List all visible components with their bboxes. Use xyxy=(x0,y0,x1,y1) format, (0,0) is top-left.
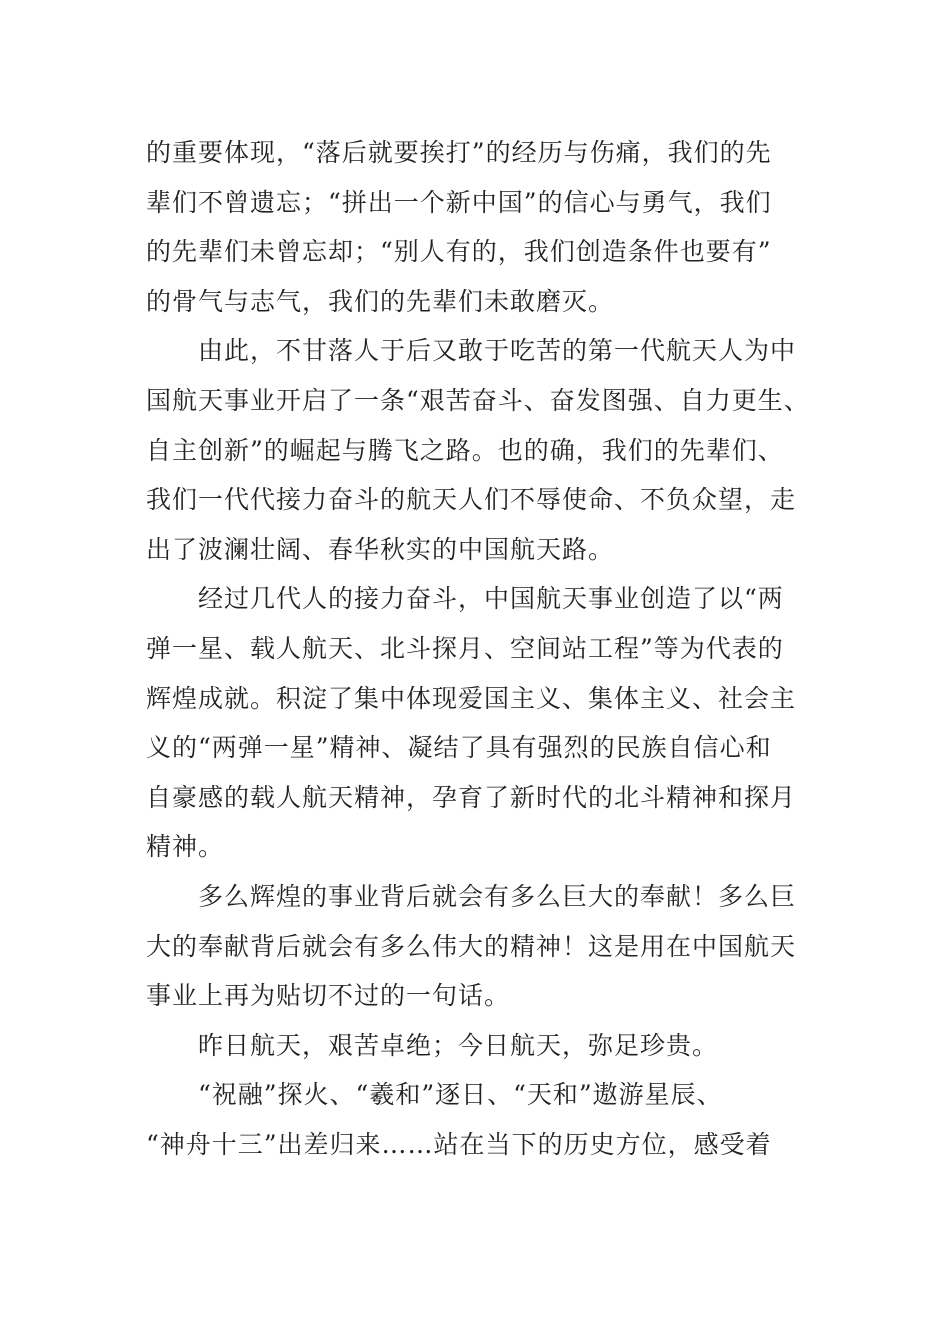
text-line: 我们一代代接力奋斗的航天人们不辱使命、不负众望，走 xyxy=(146,485,797,515)
text-line: 辈们不曾遗忘；“拼出一个新中国”的信心与勇气，我们 xyxy=(146,187,772,217)
paragraph-start-line: 经过几代人的接力奋斗，中国航天事业创造了以“两 xyxy=(198,584,784,614)
text-line: “神舟十三”出差归来……站在当下的历史方位，感受着 xyxy=(146,1129,772,1159)
text-line: 大的奉献背后就会有多么伟大的精神！这是用在中国航天 xyxy=(146,931,797,961)
text-line: 的重要体现，“落后就要挨打”的经历与伤痛，我们的先 xyxy=(146,138,772,167)
text-line: 弹一星、载人航天、北斗探月、空间站工程”等为代表的 xyxy=(146,633,784,663)
paragraph-start-line: 由此，不甘落人于后又敢于吃苦的第一代航天人为中 xyxy=(198,336,797,366)
text-line: 辉煌成就。积淀了集中体现爱国主义、集体主义、社会主 xyxy=(146,683,797,713)
paragraph-start-line: 多么辉煌的事业背后就会有多么巨大的奉献！多么巨 xyxy=(198,881,797,911)
text-line: 事业上再为贴切不过的一句话。 xyxy=(146,981,511,1011)
text-line: 的先辈们未曾忘却；“别人有的，我们创造条件也要有” xyxy=(146,237,772,267)
text-line: 国航天事业开启了一条“艰苦奋斗、奋发图强、自力更生、 xyxy=(146,385,810,415)
paragraph-start-line: “祝融”探火、“羲和”逐日、“天和”遨游星辰、 xyxy=(198,1080,723,1110)
text-line: 精神。 xyxy=(146,832,225,862)
text-line: 出了波澜壮阔、春华秋实的中国航天路。 xyxy=(146,534,615,564)
document-body xyxy=(146,128,816,1169)
text-line: 的骨气与志气，我们的先辈们未敢磨灭。 xyxy=(146,286,615,316)
paragraph-start-line: 昨日航天，艰苦卓绝；今日航天，弥足珍贵。 xyxy=(198,1030,719,1060)
text-line: 自豪感的载人航天精神，孕育了新时代的北斗精神和探月 xyxy=(146,782,797,812)
text-line: 义的“两弹一星”精神、凝结了具有强烈的民族自信心和 xyxy=(146,733,772,763)
text-line: 自主创新”的崛起与腾飞之路。也的确，我们的先辈们、 xyxy=(146,435,784,465)
